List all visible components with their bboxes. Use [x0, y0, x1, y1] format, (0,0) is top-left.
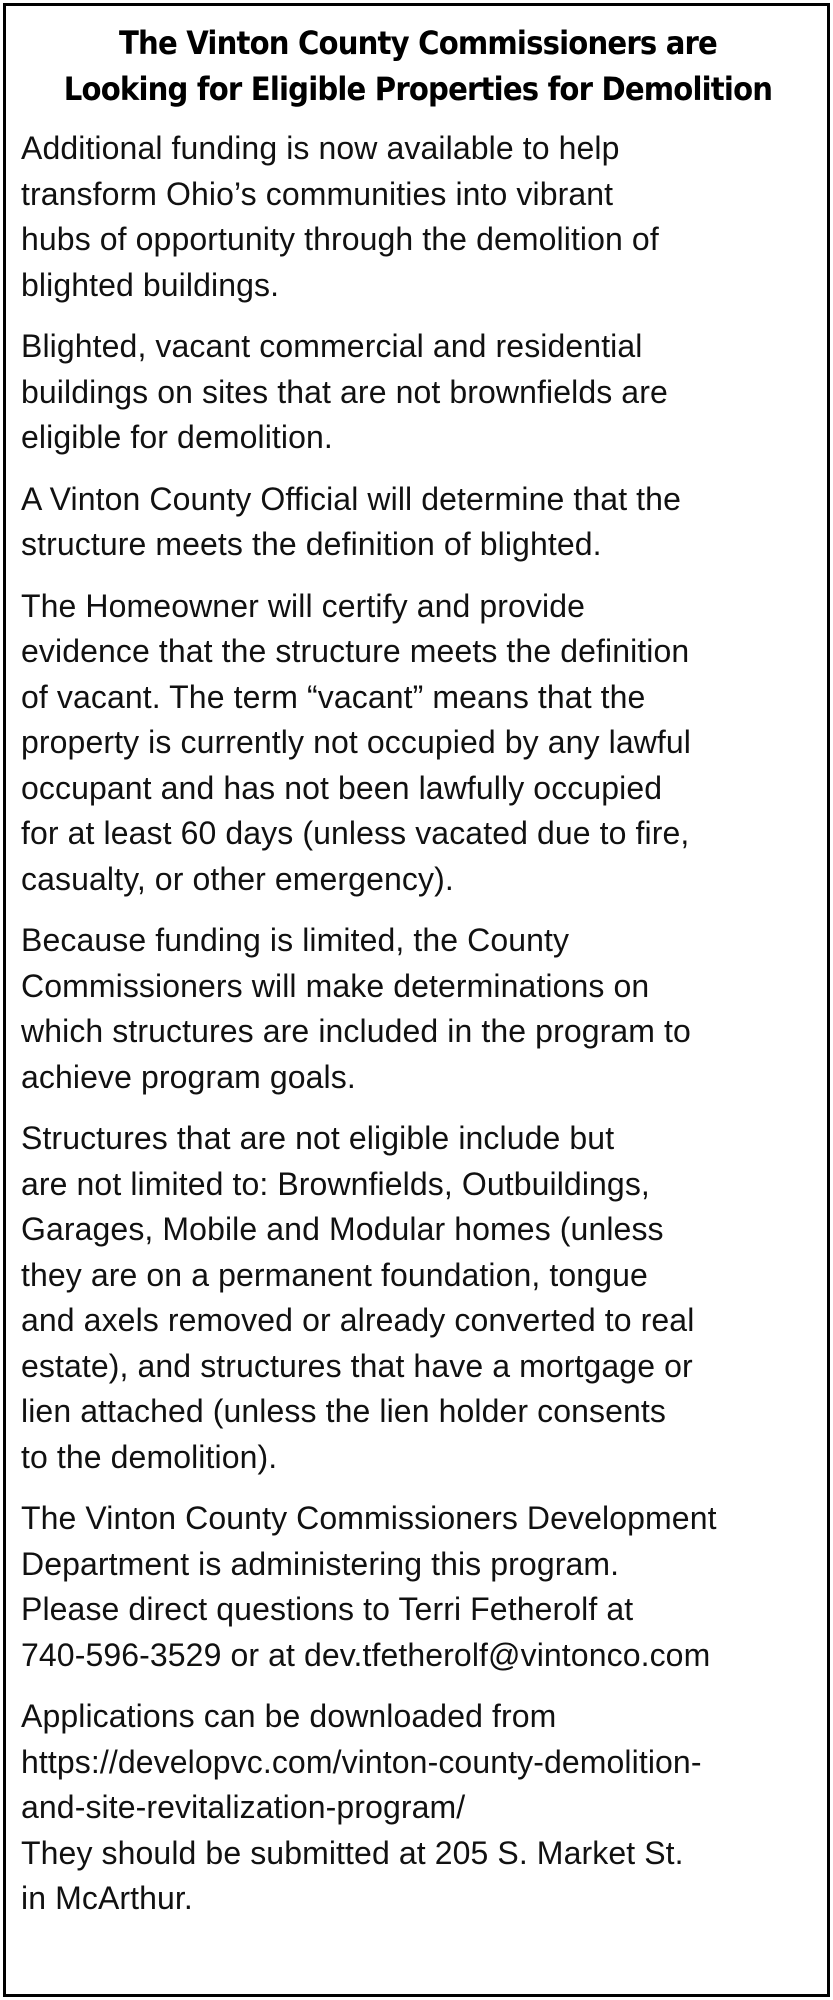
text-line: occupant and has not been lawfully occupied [21, 769, 663, 806]
text-line: Applications can be downloaded from [21, 1698, 557, 1734]
text-line: Additional funding is now available to help [21, 130, 620, 166]
paragraph-applications [21, 1694, 815, 1922]
text-line: structure meets the definition of blighted. [21, 526, 602, 562]
text-line: are not limited to: Brownfields, Outbuildings, [21, 1165, 650, 1202]
title-line: Looking for Eligible Properties for Demolition [63, 70, 773, 108]
application-url: https://developvc.com/vinton-county-demolition- [21, 1743, 702, 1780]
text-line: Commissioners will make determinations on [21, 967, 650, 1004]
text-line: Structures that are not eligible include but [21, 1120, 615, 1156]
text-line: Please direct questions to Terri Fetherolf at [21, 1591, 634, 1627]
paragraph-vacant-definition [21, 584, 815, 903]
text-line: transform Ohio’s communities into vibrant [21, 175, 614, 212]
text-line: and axels removed or already converted to real [21, 1302, 695, 1338]
paragraph-official [21, 477, 815, 568]
text-line: of vacant. The term “vacant” means that the [21, 678, 646, 715]
text-line: for at least 60 days (unless vacated due to fire, [21, 815, 690, 851]
text-line: The Vinton County Commissioners Development [21, 1500, 717, 1536]
text-line: blighted buildings. [21, 266, 280, 303]
text-line: buildings on sites that are not brownfields are [21, 373, 668, 410]
text-line: which structures are included in the program to [21, 1013, 691, 1049]
paragraph-contact [21, 1496, 815, 1678]
text-line: The Homeowner will certify and provide [21, 587, 586, 624]
title-line: The Vinton County Commissioners are [118, 24, 718, 62]
text-line: in McArthur. [21, 1880, 193, 1916]
text-line: eligible for demolition. [21, 419, 333, 455]
demolition-notice [3, 3, 830, 1997]
paragraph-not-eligible [21, 1116, 815, 1480]
text-line: Department is administering this program. [21, 1545, 620, 1582]
text-line: estate), and structures that have a mortgage or [21, 1347, 693, 1384]
text-line: hubs of opportunity through the demolition of [21, 221, 659, 257]
text-line: casualty, or other emergency). [21, 860, 454, 897]
text-line: achieve program goals. [21, 1058, 356, 1095]
text-line: Because funding is limited, the County [21, 922, 570, 958]
text-line: they are on a permanent foundation, tongue [21, 1256, 648, 1293]
contact-phone-email: 740-596-3529 or at dev.tfetherolf@vintonco.com [21, 1636, 711, 1673]
notice-title [57, 20, 780, 112]
text-line: They should be submitted at 205 S. Market St. [21, 1834, 684, 1871]
text-line: property is currently not occupied by any lawful [21, 724, 692, 760]
notice-body [21, 126, 815, 1922]
text-line: evidence that the structure meets the definition [21, 633, 690, 669]
text-line: to the demolition). [21, 1438, 278, 1475]
paragraph-funding [21, 126, 815, 308]
paragraph-limited-funding [21, 918, 815, 1100]
paragraph-eligibility [21, 324, 815, 461]
text-line: A Vinton County Official will determine that the [21, 480, 681, 517]
application-url: and-site-revitalization-program/ [21, 1789, 466, 1825]
text-line: Blighted, vacant commercial and residential [21, 328, 643, 364]
text-line: lien attached (unless the lien holder consents [21, 1393, 667, 1429]
text-line: Garages, Mobile and Modular homes (unless [21, 1211, 664, 1247]
